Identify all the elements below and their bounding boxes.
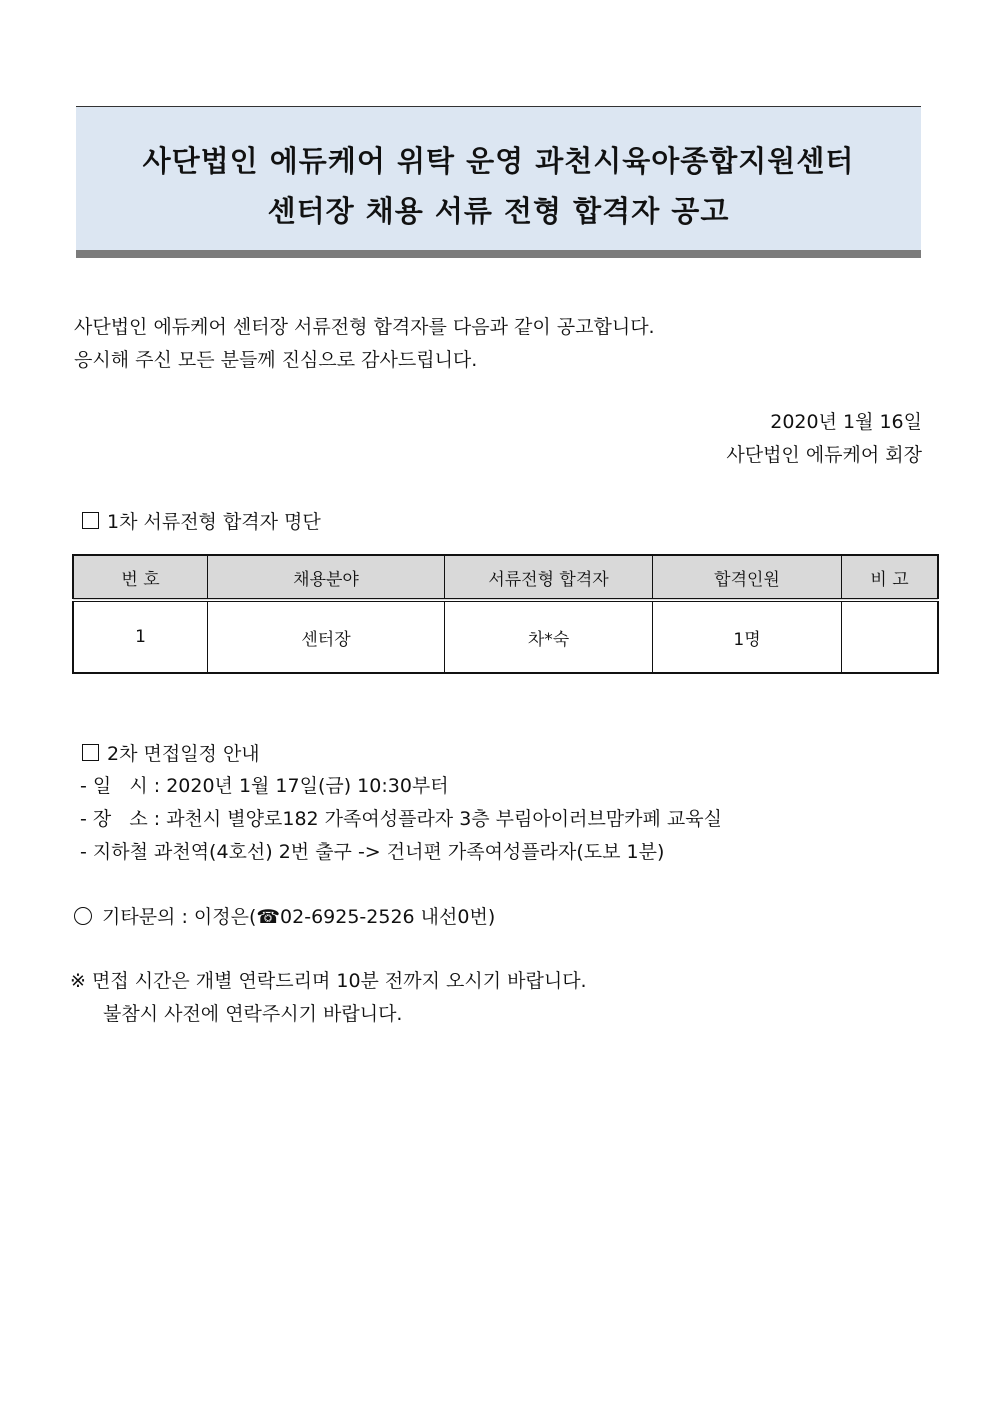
cell-remarks: [842, 600, 939, 673]
note-line-2: 불참시 사전에 연락주시기 바랍니다.: [103, 1003, 403, 1025]
header-field: 채용분야: [208, 555, 445, 600]
title-line-1: 사단법인 에듀케어 위탁 운영 과천시육아종합지원센터: [142, 144, 855, 178]
title-line-2: 센터장 채용 서류 전형 합격자 공고: [267, 194, 730, 228]
contact-prefix: 기타문의 : 이정은(: [102, 906, 257, 928]
cell-field: 센터장: [208, 600, 445, 673]
circle-bullet-icon: [74, 907, 92, 925]
cell-number: 1: [73, 600, 208, 673]
table-row: [73, 600, 938, 673]
checkbox-square-icon: [82, 512, 99, 529]
announcement-date: 2020년 1월 16일: [770, 411, 922, 433]
intro-line-2: 응시해 주신 모든 분들께 진심으로 감사드립니다.: [74, 349, 478, 371]
note-line-1: ※ 면접 시간은 개별 연락드리며 10분 전까지 오시기 바랍니다.: [70, 970, 587, 992]
cell-count: 1명: [653, 600, 842, 673]
section-1-heading-text: 1차 서류전형 합격자 명단: [107, 511, 321, 533]
cell-passer: 차*숙: [445, 600, 653, 673]
schedule-location: - 장 소 : 과천시 별양로182 가족여성플라자 3층 부림아이러브맘카페 교육실: [80, 808, 722, 830]
intro-line-1: 사단법인 에듀케어 센터장 서류전형 합격자를 다음과 같이 공고합니다.: [74, 316, 655, 338]
header-remarks: 비 고: [842, 555, 939, 600]
section-2-heading-text: 2차 면접일정 안내: [107, 743, 260, 765]
section-2-heading: [82, 739, 260, 766]
contact-line: [74, 902, 495, 929]
checkbox-square-icon: [82, 744, 99, 761]
issuer-name: 사단법인 에듀케어 회장: [726, 444, 922, 466]
header-count: 합격인원: [653, 555, 842, 600]
header-passer: 서류전형 합격자: [445, 555, 653, 600]
phone-icon: ☎: [256, 906, 281, 928]
title-underline-bar: [76, 250, 921, 258]
section-1-heading: [82, 507, 321, 534]
schedule-datetime: - 일 시 : 2020년 1월 17일(금) 10:30부터: [80, 775, 449, 797]
table-header-row: [73, 555, 938, 600]
title-banner: [76, 106, 921, 250]
result-table: [72, 554, 939, 674]
header-number: 번 호: [73, 555, 208, 600]
contact-phone: 02-6925-2526 내선0번): [280, 906, 496, 928]
schedule-directions: - 지하철 과천역(4호선) 2번 출구 -> 건너편 가족여성플라자(도보 1분): [80, 841, 665, 863]
